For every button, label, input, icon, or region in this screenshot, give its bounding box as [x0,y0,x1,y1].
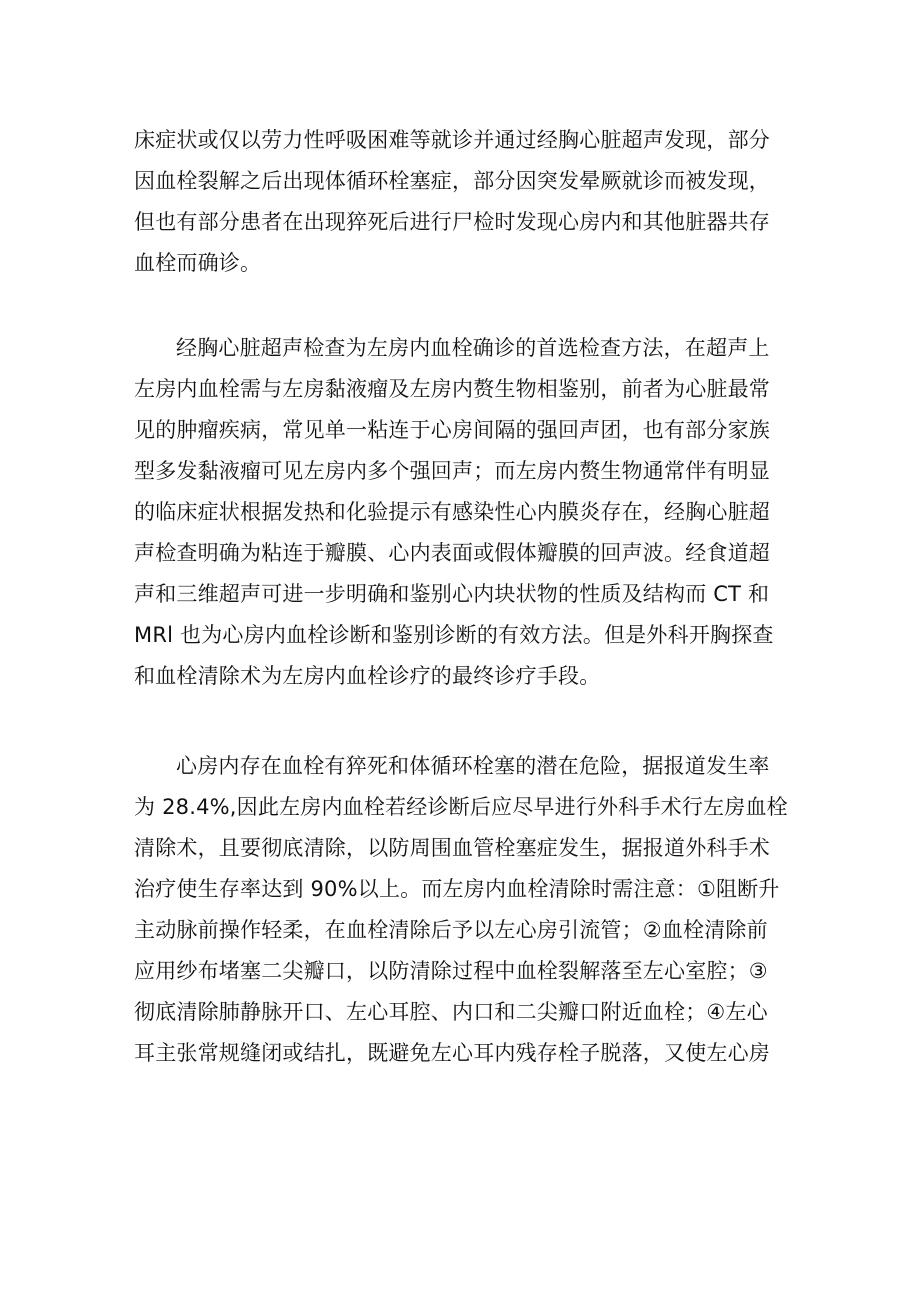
text-line: 耳主张常规缝闭或结扎，既避免左心耳内残存栓子脱落，又使左心房 [134,1041,770,1065]
paragraph-1 [134,120,798,284]
text-line: 治疗使生存率达到 90%以上。而左房内血栓清除时需注意：①阻断升 [134,877,780,901]
text-line: 心房内存在血栓有猝死和体循环栓塞的潜在危险，据报道发生率 [176,754,770,778]
text-line: 主动脉前操作轻柔，在血栓清除后予以左心房引流管；②血栓清除前 [134,918,768,942]
text-line: 床症状或仅以劳力性呼吸困难等就诊并通过经胸心脏超声发现，部分 [134,128,770,152]
text-line: 因血栓裂解之后出现体循环栓塞症，部分因突发晕厥就诊而被发现， [134,169,770,193]
text-line: 和血栓清除术为左房内血栓诊疗的最终诊疗手段。 [134,664,601,688]
paragraph-2 [134,328,798,697]
text-line: 血栓而确诊。 [134,251,262,275]
text-line: 彻底清除肺静脉开口、左心耳腔、内口和二尖瓣口附近血栓；④左心 [134,1000,768,1024]
text-line: 经胸心脏超声检查为左房内血栓确诊的首选检查方法，在超声上 [176,336,770,360]
text-line: 左房内血栓需与左房黏液瘤及左房内赘生物相鉴别，前者为心脏最常 [134,377,770,401]
text-line: 型多发黏液瘤可见左房内多个强回声；而左房内赘生物通常伴有明显 [134,459,770,483]
text-line: 应用纱布堵塞二尖瓣口，以防清除过程中血栓裂解落至左心室腔；③ [134,959,768,983]
text-line: 为 28.4%,因此左房内血栓若经诊断后应尽早进行外科手术行左房血栓 [134,795,788,819]
text-line: 声检查明确为粘连于瓣膜、心内表面或假体瓣膜的回声波。经食道超 [134,541,770,565]
paragraph-3 [134,746,798,1074]
text-line: MRl 也为心房内血栓诊断和鉴别诊断的有效方法。但是外科开胸探查 [134,623,774,647]
text-line: 但也有部分患者在出现猝死后进行尸检时发现心房内和其他脏器共存 [134,210,770,234]
text-line: 的临床症状根据发热和化验提示有感染性心内膜炎存在，经胸心脏超 [134,500,770,524]
text-line: 声和三维超声可进一步明确和鉴别心内块状物的性质及结构而 CT 和 [134,582,770,606]
text-line: 见的肿瘤疾病，常见单一粘连于心房间隔的强回声团，也有部分家族 [134,418,770,442]
text-line: 清除术，且要彻底清除，以防周围血管栓塞症发生，据报道外科手术 [134,836,770,860]
